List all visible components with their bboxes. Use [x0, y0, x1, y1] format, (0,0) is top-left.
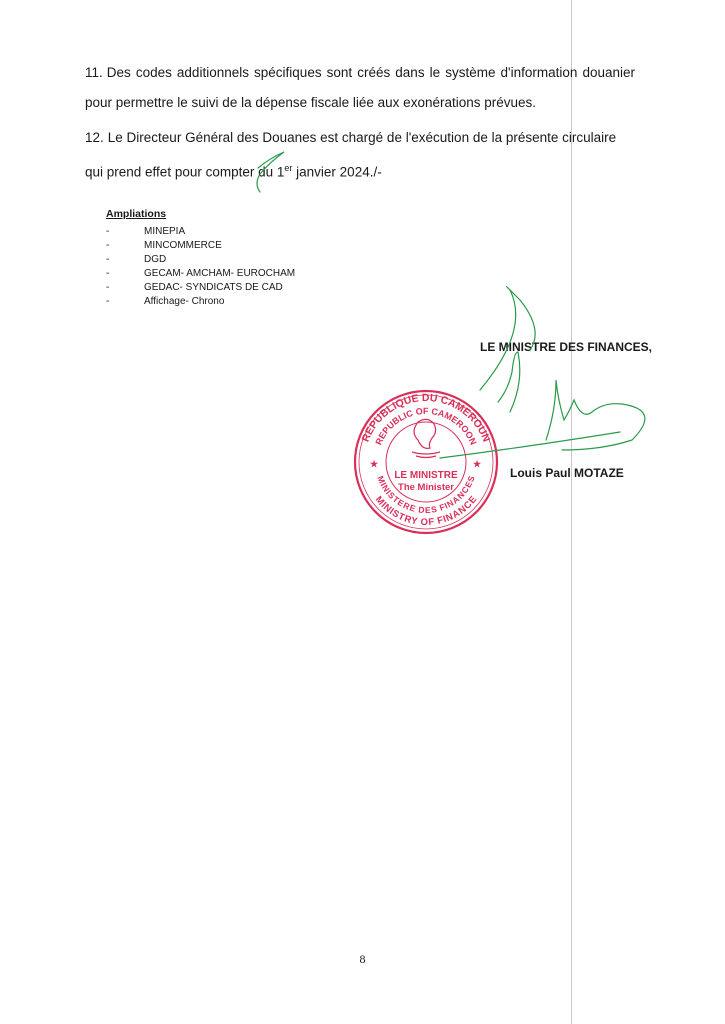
paragraph-text: Le Directeur Général des Douanes est chargé de l'exécution de la présente circulaire qui prend effet pour compter du 1 [85, 130, 617, 180]
list-item: - GEDAC- SYNDICATS DE CAD [106, 282, 283, 293]
paragraph-number: 11. [85, 65, 103, 80]
stamp-center-title: LE MINISTRE [394, 470, 458, 481]
paragraph-text: Des codes additionnels spécifiques sont créés dans le système d'information douanier pour permettre le suivi de la dépense fiscale liée aux exonérations prévues. [85, 65, 635, 110]
ordinal-superscript: er [284, 163, 293, 173]
stamp-center-subtitle: The Minister [398, 482, 454, 493]
svg-text:★: ★ [473, 459, 482, 469]
paragraph-text-end: janvier 2024./- [292, 164, 382, 180]
signatory-title: LE MINISTRE DES FINANCES, [480, 340, 653, 354]
stamp-text-top-en: REPUBLIC OF CAMEROON [373, 405, 479, 447]
handwritten-signature [230, 140, 670, 540]
list-item: - Affichage- Chrono [106, 296, 225, 307]
list-item: - MINEPIA [106, 226, 186, 237]
paragraph-11 [85, 58, 635, 118]
stamp-text-bottom-fr: MINISTERE DES FINANCES [375, 474, 477, 516]
signatory-name: Louis Paul MOTAZE [510, 466, 624, 480]
stamp-text-bottom: MINISTRY OF FINANCE [372, 494, 480, 529]
paragraph-number: 12. [85, 130, 104, 145]
list-item: - DGD [106, 254, 167, 265]
list-item: - GECAM- AMCHAM- EUROCHAM [106, 268, 296, 279]
ampliations-title: Ampliations [106, 208, 167, 220]
stamp-text-top: REPUBLIQUE DU CAMEROUN [359, 391, 493, 444]
page-number: 8 [359, 952, 366, 966]
svg-text:★: ★ [370, 459, 379, 469]
list-item: - MINCOMMERCE [106, 240, 222, 251]
